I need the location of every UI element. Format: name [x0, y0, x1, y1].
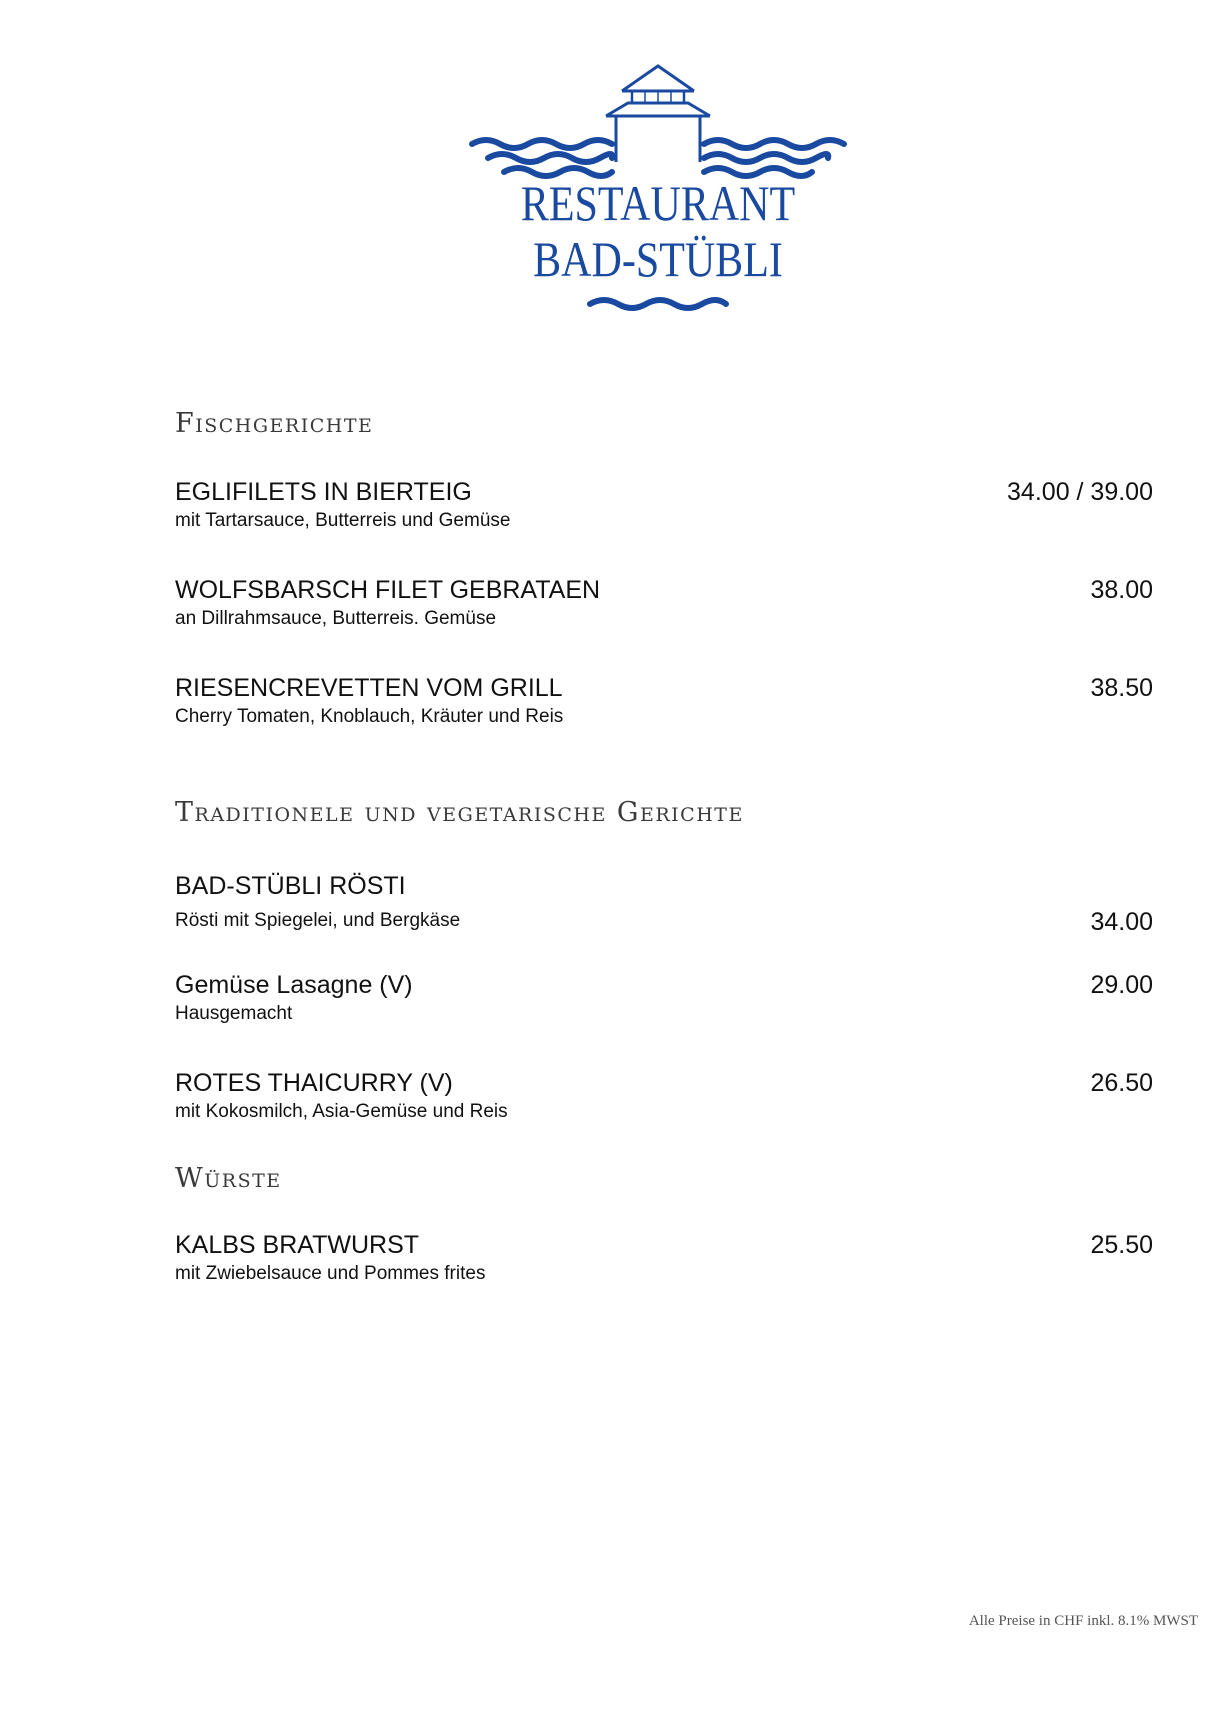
- price-note: Alle Preise in CHF inkl. 8.1% MWST: [968, 1613, 1198, 1629]
- item-price: 25.50: [1090, 1231, 1153, 1259]
- restaurant-logo: [468, 62, 848, 312]
- section-title-traditionele: Traditionele und vegetarische Gerichte: [175, 797, 744, 828]
- item-name: KALBS BRATWURST: [175, 1231, 420, 1259]
- item-name: ROTES THAICURRY (V): [175, 1069, 453, 1097]
- item-price: 38.00: [1090, 576, 1153, 604]
- section-title-fischgerichte: Fischgerichte: [175, 408, 374, 439]
- section-title-wuerste: Würste: [175, 1163, 282, 1194]
- item-description: mit Kokosmilch, Asia-Gemüse und Reis: [175, 1101, 508, 1122]
- item-name: RIESENCREVETTEN VOM GRILL: [175, 674, 563, 702]
- item-description: mit Zwiebelsauce und Pommes frites: [175, 1263, 486, 1284]
- item-price: 26.50: [1090, 1069, 1153, 1097]
- item-description: Cherry Tomaten, Knoblauch, Kräuter und Reis: [175, 706, 564, 727]
- item-price: 34.00 / 39.00: [1007, 478, 1153, 506]
- logo-title-line2: BAD-STÜBLI: [533, 231, 783, 287]
- item-description: mit Tartarsauce, Butterreis und Gemüse: [175, 510, 511, 531]
- item-price: 29.00: [1090, 971, 1153, 999]
- item-description: an Dillrahmsauce, Butterreis. Gemüse: [175, 608, 497, 629]
- logo-title-line1: RESTAURANT: [520, 175, 796, 231]
- item-name: BAD-STÜBLI RÖSTI: [175, 872, 406, 900]
- item-name: WOLFSBARSCH FILET GEBRATAEN: [175, 576, 601, 604]
- item-name: EGLIFILETS IN BIERTEIG: [175, 478, 472, 506]
- item-name: Gemüse Lasagne (V): [175, 971, 413, 999]
- item-description: Hausgemacht: [175, 1003, 293, 1024]
- item-description: Rösti mit Spiegelei, und Bergkäse: [175, 910, 461, 931]
- item-price: 34.00: [1090, 908, 1153, 936]
- item-price: 38.50: [1090, 674, 1153, 702]
